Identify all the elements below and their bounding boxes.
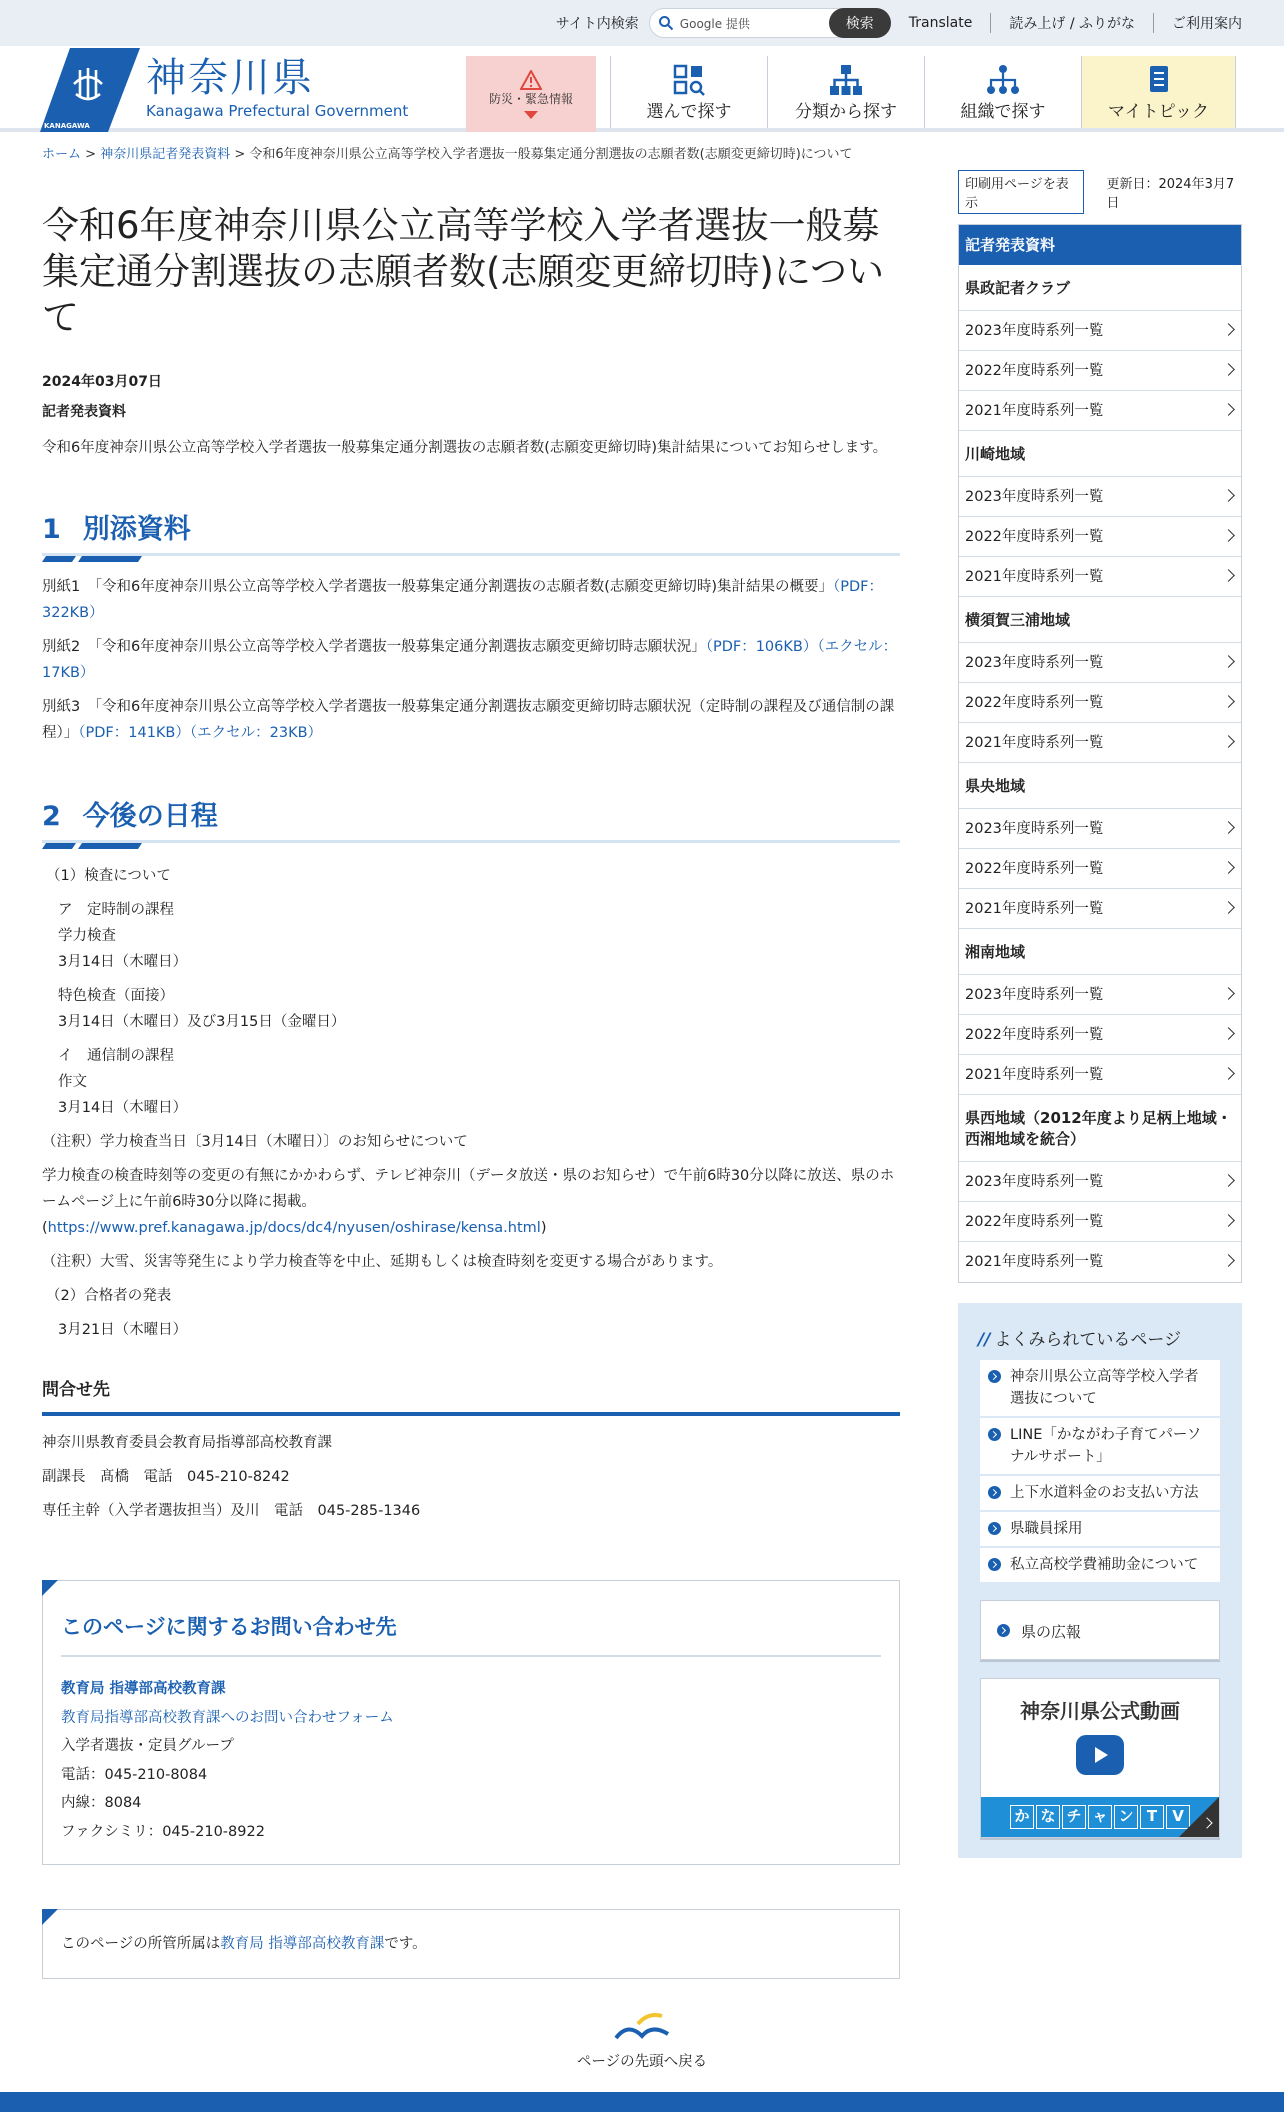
chevron-right-icon: [1222, 901, 1235, 914]
popular-item[interactable]: 神奈川県公立高等学校入学者選抜について: [980, 1360, 1220, 1418]
attachment-1-pdf-link[interactable]: （PDF：322KB）: [42, 579, 884, 621]
translate-link[interactable]: Translate: [908, 15, 973, 31]
press-group-heading: 川崎地域: [959, 431, 1241, 477]
nav-mytopic-label: マイトピック: [1108, 102, 1209, 122]
svg-text:KANAGAWA: KANAGAWA: [44, 122, 90, 130]
chevron-right-icon: [1222, 1067, 1235, 1080]
band-char: な: [1036, 1805, 1060, 1829]
press-year-link[interactable]: 2022年度時系列一覧: [959, 351, 1241, 391]
koho-link[interactable]: 県の広報: [980, 1600, 1220, 1660]
logo-jp: 神奈川県: [146, 55, 314, 101]
press-menu-heading: 記者発表資料: [959, 225, 1241, 265]
inquiry-line-3: 専任主幹（入学者選抜担当）及川 電話 045-285-1346: [42, 1503, 421, 1519]
search-input[interactable]: [649, 8, 847, 38]
attachment-3-excel-link[interactable]: （エクセル：23KB）: [189, 725, 323, 741]
search-placeholder: Google 提供: [679, 16, 750, 31]
press-year-link[interactable]: 2021年度時系列一覧: [959, 1242, 1241, 1282]
inquiry-heading: 問合せ先: [42, 1375, 900, 1416]
slash-icon: //: [978, 1330, 991, 1350]
arrow-circle-icon: [988, 1558, 1001, 1571]
popular-item[interactable]: 上下水道料金のお支払い方法: [980, 1476, 1220, 1512]
notice-url-link[interactable]: https://www.pref.kanagawa.jp/docs/dc4/nyusen/oshirase/kensa.html: [47, 1220, 541, 1236]
press-group-heading: 横須賀三浦地域: [959, 597, 1241, 643]
breadcrumb-press[interactable]: 神奈川県記者発表資料: [100, 147, 231, 162]
grid-search-icon: [671, 62, 707, 98]
corner-decoration: [1179, 1797, 1219, 1837]
contact-tel: 電話：045-210-8084: [61, 1766, 208, 1783]
contact-form-link[interactable]: 教育局指導部高校教育課へのお問い合わせフォーム: [61, 1709, 394, 1726]
section-title: 今後の日程: [82, 801, 218, 832]
site-header: [0, 46, 1284, 132]
press-year-link[interactable]: 2023年度時系列一覧: [959, 477, 1241, 517]
lead-text: 令和6年度神奈川県公立高等学校入学者選抜一般募集定通分割選抜の志願者数(志願変更締切時)集計結果についてお知らせします。: [42, 440, 888, 456]
page-title: 令和6年度神奈川県公立高等学校入学者選抜一般募集定通分割選抜の志願者数(志願変更締切時)について: [42, 204, 885, 339]
part-time-course: ア 定時制の課程 学力検査 3月14日（木曜日）: [58, 902, 188, 970]
chevron-right-icon: [1222, 403, 1235, 416]
search-icon: [658, 15, 674, 31]
press-group-heading: 県西地域（2012年度より足柄上地域・西湘地域を統合）: [959, 1095, 1241, 1162]
press-year-link[interactable]: 2022年度時系列一覧: [959, 683, 1241, 723]
corner-mark: [42, 1909, 58, 1925]
nav-category[interactable]: [767, 56, 924, 128]
section-number: 2: [42, 801, 61, 832]
heading-accent: [42, 843, 142, 849]
attachment-2-excel-link[interactable]: （エクセル：17KB）: [42, 639, 898, 681]
band-char: T: [1140, 1805, 1164, 1829]
popular-item[interactable]: 私立高校学費補助金について: [980, 1548, 1220, 1584]
chevron-right-icon: [1222, 489, 1235, 502]
nav-choose[interactable]: [610, 56, 767, 128]
nav-category-label: 分類から探す: [795, 102, 897, 122]
press-year-link[interactable]: 2021年度時系列一覧: [959, 889, 1241, 929]
logo-en: Kanagawa Prefectural Government: [146, 102, 409, 120]
chevron-right-icon: [1222, 695, 1235, 708]
guide-link[interactable]: ご利用案内: [1153, 13, 1242, 33]
note-icon: [1141, 62, 1177, 98]
contact-fax: ファクシミリ：045-210-8922: [61, 1823, 265, 1840]
corner-mark: [42, 1580, 58, 1596]
chevron-right-icon: [1222, 1174, 1235, 1187]
attachment-3: 別紙3 「令和6年度神奈川県公立高等学校入学者選抜一般募集定通分割選抜志願変更締切時志願状況（定時制の課程及び通信制の課程）」（PDF：141KB）（エクセル：23KB）: [42, 699, 895, 741]
inquiry-line-1: 神奈川県教育委員会教育局指導部高校教育課: [42, 1435, 332, 1451]
video-title: 神奈川県公式動画: [1020, 1699, 1180, 1723]
press-group-heading: 湘南地域: [959, 929, 1241, 975]
press-group-heading: 県央地域: [959, 763, 1241, 809]
section-number: 1: [42, 514, 61, 545]
play-icon: [1076, 1735, 1124, 1775]
chevron-right-icon: [1222, 1254, 1235, 1267]
back-to-top-label: ページの先頭へ戻る: [576, 2054, 708, 2070]
main-content: [42, 165, 900, 1979]
caret-down-icon: [524, 111, 538, 119]
nav-emergency[interactable]: [466, 56, 596, 132]
popular-pages: [958, 1303, 1242, 1858]
arrow-circle-icon: [988, 1370, 1001, 1383]
contact-group: 入学者選抜・定員グループ: [61, 1738, 234, 1754]
chevron-right-icon: [1222, 655, 1235, 668]
arrow-circle-icon: [988, 1486, 1001, 1499]
arrow-circle-icon: [997, 1624, 1010, 1637]
section-attachments-heading: [42, 507, 900, 556]
press-year-link[interactable]: 2021年度時系列一覧: [959, 557, 1241, 597]
contact-title: このページに関するお問い合わせ先: [61, 1611, 881, 1657]
owner-dept-link[interactable]: 教育局 指導部高校教育課: [220, 1936, 385, 1952]
press-year-link[interactable]: 2021年度時系列一覧: [959, 391, 1241, 431]
contact-dept-link[interactable]: 教育局 指導部高校教育課: [61, 1681, 226, 1697]
popular-list: [980, 1360, 1220, 1584]
press-year-link[interactable]: 2022年度時系列一覧: [959, 517, 1241, 557]
back-to-top[interactable]: [0, 2008, 1284, 2071]
section-title: 別添資料: [82, 514, 191, 545]
organization-icon: [985, 62, 1021, 98]
warning-icon: [520, 70, 542, 90]
popular-item[interactable]: LINE「かながわ子育てパーソナルサポート」: [980, 1418, 1220, 1476]
chevron-right-icon: [1222, 569, 1235, 582]
breadcrumb-current: 令和6年度神奈川県公立高等学校入学者選抜一般募集定通分割選抜の志願者数(志願変更締切時)について: [249, 147, 853, 162]
logo-text[interactable]: [146, 56, 408, 120]
press-year-link[interactable]: 2023年度時系列一覧: [959, 809, 1241, 849]
page-tools: [958, 170, 1242, 214]
global-nav: [466, 56, 1236, 128]
footer-bar: [0, 2092, 1284, 2112]
breadcrumb: ホーム > 神奈川県記者発表資料 > 令和6年度神奈川県公立高等学校入学者選抜一般募集定通分割選抜の志願者数(志願変更締切時)について: [42, 147, 853, 162]
band-char: か: [1010, 1805, 1034, 1829]
band-char: ャ: [1088, 1805, 1112, 1829]
press-year-link[interactable]: 2022年度時系列一覧: [959, 1015, 1241, 1055]
kanagawa-logo[interactable]: [40, 48, 140, 132]
chevron-right-icon: [1222, 735, 1235, 748]
hierarchy-icon: [828, 62, 864, 98]
sidebar: [958, 170, 1242, 1858]
chevron-right-icon: [1222, 861, 1235, 874]
press-year-link[interactable]: 2022年度時系列一覧: [959, 1202, 1241, 1242]
pass-heading: （2）合格者の発表: [46, 1288, 172, 1304]
pass-date: 3月21日（木曜日）: [58, 1322, 188, 1338]
press-year-link[interactable]: 2022年度時系列一覧: [959, 849, 1241, 889]
site-search-label: サイト内検索: [555, 16, 639, 32]
nav-emergency-label: 防災・緊急情報: [488, 91, 573, 106]
chevron-right-icon: [1222, 1214, 1235, 1227]
attachment-3-pdf-link[interactable]: （PDF：141KB）: [78, 725, 190, 741]
contact-ext: 内線：8084: [61, 1795, 142, 1811]
article-kind: 記者発表資料: [42, 404, 126, 420]
note-1: （注釈）学力検査当日〔3月14日（木曜日）〕のお知らせについて: [42, 1134, 468, 1150]
press-year-link[interactable]: 2023年度時系列一覧: [959, 643, 1241, 683]
chevron-right-icon: [1222, 363, 1235, 376]
heading-accent: [42, 556, 142, 562]
inquiry-line-2: 副課長 髙橋 電話 045-210-8242: [42, 1469, 290, 1485]
read-aloud-link[interactable]: 読み上げ / ふりがな: [990, 13, 1135, 33]
chevron-right-icon: [1222, 323, 1235, 336]
special-exam: 特色検査（面接） 3月14日（木曜日）及び3月15日（金曜日）: [58, 988, 346, 1030]
search-button[interactable]: 検索: [829, 8, 891, 38]
nav-mytopic[interactable]: [1081, 56, 1236, 128]
attachment-1: 別紙1 「令和6年度神奈川県公立高等学校入学者選抜一般募集定通分割選抜の志願者数(志願変更締切時)集計結果の概要」（PDF：322KB）: [42, 579, 884, 621]
press-year-link[interactable]: 2023年度時系列一覧: [959, 1162, 1241, 1202]
chevron-right-icon: [1222, 987, 1235, 1000]
note-1-body: 学力検査の検査時刻等の変更の有無にかかわらず、テレビ神奈川（データ放送・県のお知らせ）で午前6時30分以降に放送、県のホームページ上に午前6時30分以降に掲載。 (https://www.pref.kanagawa.jp/docs/dc4/nyusen/oshirase/kensa.html): [42, 1168, 895, 1236]
section-schedule-heading: [42, 794, 900, 843]
breadcrumb-home[interactable]: ホーム: [42, 147, 82, 162]
press-year-link[interactable]: 2023年度時系列一覧: [959, 311, 1241, 351]
attachment-2: 別紙2 「令和6年度神奈川県公立高等学校入学者選抜一般募集定通分割選抜志願変更締切時志願状況」（PDF：106KB）（エクセル：17KB）: [42, 639, 898, 681]
chevron-right-icon: [1222, 821, 1235, 834]
seagull-icon: [612, 2008, 672, 2044]
chevron-right-icon: [1222, 529, 1235, 542]
exam-heading: （1）検査について: [46, 868, 171, 884]
attachment-2-pdf-link[interactable]: （PDF：106KB）: [705, 639, 818, 655]
press-release-menu: [958, 224, 1242, 1283]
official-video-banner[interactable]: [980, 1678, 1220, 1838]
print-button[interactable]: 印刷用ページを表示: [958, 170, 1084, 214]
arrow-circle-icon: [988, 1428, 1001, 1441]
press-year-link[interactable]: 2023年度時系列一覧: [959, 975, 1241, 1015]
owner-box: このページの所管所属は教育局 指導部高校教育課です。: [42, 1909, 900, 1979]
chevron-right-icon: [1222, 1027, 1235, 1040]
press-year-link[interactable]: 2021年度時系列一覧: [959, 1055, 1241, 1095]
publish-date: 2024年03月07日: [42, 374, 162, 390]
band-char: チ: [1062, 1805, 1086, 1829]
press-year-link[interactable]: 2021年度時系列一覧: [959, 723, 1241, 763]
arrow-circle-icon: [988, 1522, 1001, 1535]
popular-item[interactable]: 県職員採用: [980, 1512, 1220, 1548]
press-group-heading: 県政記者クラブ: [959, 265, 1241, 311]
kanachan-tv-band: [981, 1797, 1219, 1837]
band-char: V: [1166, 1805, 1190, 1829]
note-2: （注釈）大雪、災害等発生により学力検査等を中止、延期もしくは検査時刻を変更する場合があります。: [42, 1254, 723, 1270]
schedule: [42, 863, 900, 1343]
band-char: ン: [1114, 1805, 1138, 1829]
nav-organization[interactable]: [924, 56, 1081, 128]
correspondence-course: イ 通信制の課程 作文 3月14日（木曜日）: [58, 1048, 188, 1116]
utility-bar: [0, 0, 1284, 46]
nav-choose-label: 選んで探す: [646, 102, 732, 122]
contact-box: [42, 1580, 900, 1865]
updated-date: 更新日：2024年3月7日: [1106, 177, 1235, 211]
nav-organization-label: 組織で探す: [960, 102, 1046, 122]
popular-title: // よくみられているページ: [978, 1330, 1182, 1350]
